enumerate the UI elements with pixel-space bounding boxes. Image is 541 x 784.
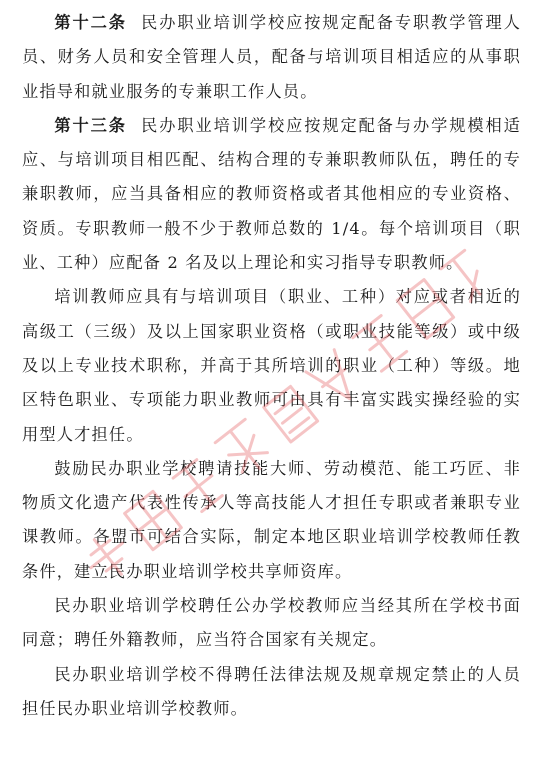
article-12-paragraph — [22, 6, 521, 109]
paragraph-text: 鼓励民办职业学校聘请技能大师、劳动模范、能工巧匠、非物质文化遗产代表性传承人等高技能人才担任专职或者兼职专业课教师。各盟市可结合实际，制定本地区职业培训学校教师任教条件，建立民办职业培训学校共享师资库。 — [22, 458, 521, 581]
prohibited-paragraph — [22, 658, 521, 727]
teacher-qualification-paragraph — [22, 280, 521, 451]
paragraph-text: 民办职业培训学校聘任公办学校教师应当经其所在学校书面同意；聘任外籍教师，应当符合国家有关规定。 — [22, 596, 521, 650]
article-13-paragraph — [22, 109, 521, 280]
paragraph-text: 民办职业培训学校应按规定配备与办学规模相适应、与培训项目相匹配、结构合理的专兼职教师队伍，聘任的专兼职教师，应当具备相应的教师资格或者其他相应的专业资格、资质。专职教师一般不少于教师总数的 1/4。每个培训项目（职业、工种）应配备 2 名及以上理论和实习指导专职教师。 — [22, 115, 521, 273]
paragraph-text: 民办职业培训学校不得聘任法律法规及规章规定禁止的人员担任民办职业培训学校教师。 — [22, 664, 521, 718]
public-teacher-paragraph — [22, 589, 521, 658]
paragraph-text: 培训教师应具有与培训项目（职业、工种）对应或者相近的高级工（三级）及以上国家职业资格（或职业技能等级）或中级及以上专业技术职称，并高于其所培训的职业（工种）等级。地区特色职业、专项能力职业教师可由具有丰富实践实操经验的实用型人才担任。 — [22, 287, 521, 444]
paragraph-text: 民办职业培训学校应按规定配备专职教学管理人员、财务人员和安全管理人员，配备与培训项目相适应的从事职业指导和就业服务的专兼职工作人员。 — [22, 13, 521, 101]
article-number: 第十二条 — [54, 13, 127, 32]
article-spacer — [127, 116, 141, 135]
article-number: 第十三条 — [54, 115, 127, 135]
encourage-paragraph — [22, 452, 521, 589]
article-spacer — [127, 13, 141, 32]
